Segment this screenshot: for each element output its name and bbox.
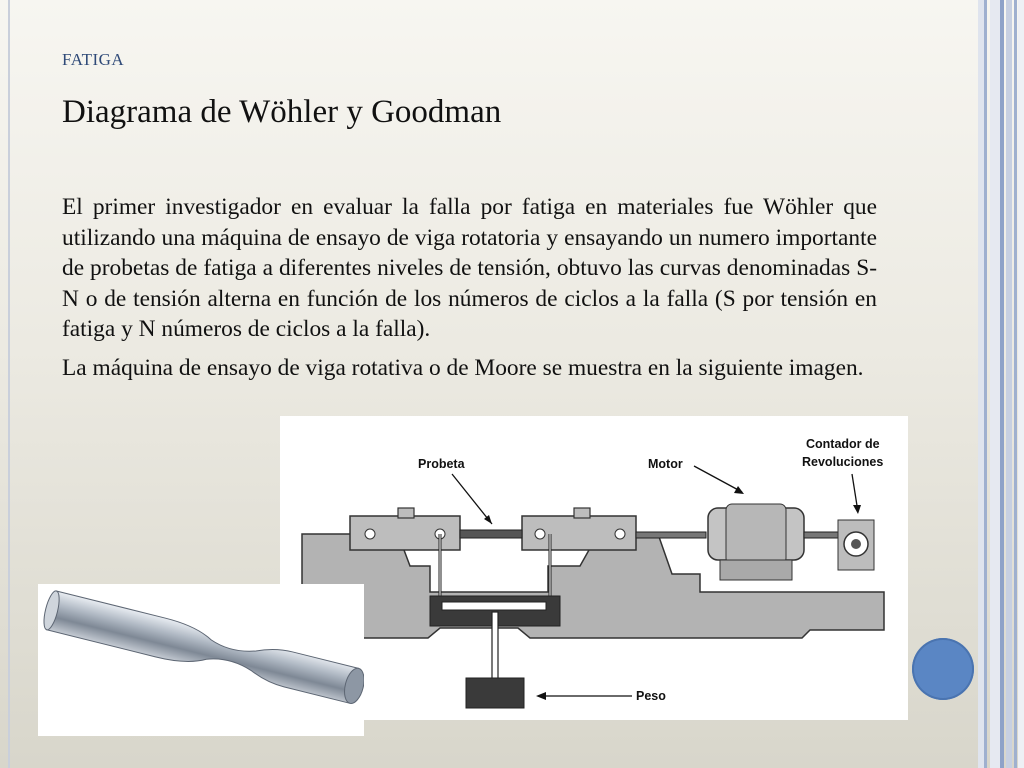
paragraph-2: La máquina de ensayo de viga rotativa o de Moore se muestra en la siguiente imagen. [62,354,864,381]
section-label: FATIGA [62,50,125,69]
specimen-shaft [460,530,522,538]
paragraph-1: El primer investigador en evaluar la falla por fatiga en materiales fue Wöhler que utilizando una máquina de ensayo de viga rotatoria y ensayando un numero importante de probetas de fatiga a diferentes niveles de tensión, obtuvo las curvas denominadas S-N o de tensión alterna en función de los números de ciclos a la falla (S por tensión en fatiga y N números de ciclos a la falla). [62,194,877,343]
weight [466,678,524,708]
moore-machine-diagram [280,416,908,720]
specimen-image [38,584,364,736]
label-motor: Motor [648,457,683,471]
label-contador-1: Contador de [806,437,880,451]
left-border-line [8,0,10,768]
label-peso: Peso [636,689,666,703]
label-probeta: Probeta [418,457,465,471]
circle-nav-icon[interactable] [912,638,974,700]
label-contador-2: Revoluciones [802,455,884,469]
right-decorative-stripes [978,0,1024,768]
body-text [62,192,877,392]
slide-title: Diagrama de Wöhler y Goodman [62,94,502,130]
